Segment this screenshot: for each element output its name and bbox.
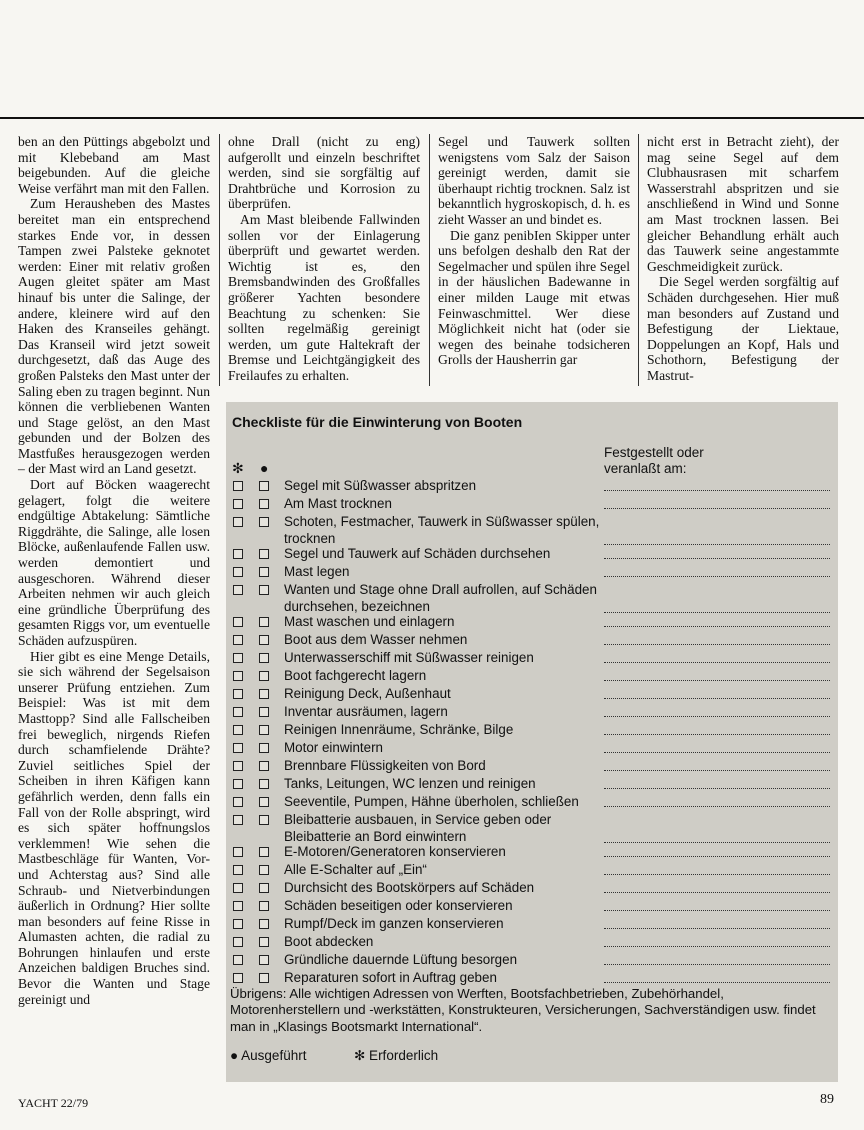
done-checkbox[interactable]	[259, 955, 269, 965]
required-checkbox[interactable]	[233, 901, 243, 911]
done-checkbox[interactable]	[259, 549, 269, 559]
date-entry-line[interactable]	[604, 490, 830, 491]
date-entry-line[interactable]	[604, 946, 830, 947]
done-checkbox[interactable]	[259, 635, 269, 645]
checklist-note: Übrigens: Alle wichtigen Adressen von Werften, Bootsfachbetrieben, Zubehörhandel, Motorenherstellern und -werkstätten, Konstrukteuren, Versicherungen, Sachverständigen usw. findet man in „Klasings Bootsmarkt International“.	[230, 986, 816, 1034]
checklist-item-label: Segel und Tauwerk auf Schäden durchsehen	[284, 546, 551, 561]
checklist-item-label: Rumpf/Deck im ganzen konservieren	[284, 916, 504, 931]
required-checkbox[interactable]	[233, 743, 243, 753]
date-entry-line[interactable]	[604, 544, 830, 545]
header-rule	[0, 117, 864, 119]
required-checkbox[interactable]	[233, 725, 243, 735]
done-checkbox[interactable]	[259, 707, 269, 717]
article-column-3	[438, 134, 630, 368]
required-checkbox[interactable]	[233, 779, 243, 789]
required-checkbox[interactable]	[233, 617, 243, 627]
checklist-item-label: Bleibatterie ausbauen, in Service geben oder Bleibatterie an Bord einwintern	[284, 812, 552, 844]
article-paragraph: Die ganz penibIen Skipper unter uns befolgen deshalb den Rat der Segelmacher und spülen ihre Segel in der häuslichen Badewanne in einer milden Lauge mit etwas Feinwaschmittel. Wer diese Möglichkeit nicht hat (oder sie wegen des beinahe todsicheren Grolls der Hausherrin gar	[438, 227, 630, 368]
checklist-box	[226, 402, 838, 1082]
done-checkbox[interactable]	[259, 517, 269, 527]
required-checkbox[interactable]	[233, 549, 243, 559]
date-column-header: Festgestellt oder veranlaßt am:	[604, 445, 704, 476]
required-checkbox[interactable]	[233, 919, 243, 929]
done-checkbox[interactable]	[259, 743, 269, 753]
legend-done: ● Ausgeführt	[230, 1048, 307, 1063]
checklist-item-label: Wanten und Stage ohne Drall aufrollen, auf Schäden durchsehen, bezeichnen	[284, 582, 597, 614]
checklist-item-label: Seeventile, Pumpen, Hähne überholen, schließen	[284, 794, 579, 809]
article-paragraph: Hier gibt es eine Menge Details, sie sich während der Segelsaison unserer Prüfung entziehen. Zum Beispiel: Was ist mit dem Masttopp? Sind alle Fallscheiben frei beweglich, nirgends Riefen durch schamfielende Drähte? Zuviel seitliches Spiel der Scheiben in ihren Käfigen kann gefährlich werden, denn falls ein Fall von der Rolle abspringt, wird es sich später hoffnungslos verklemmen! Wie sehen die Mastbeschläge für Wanten, Vor- und Achterstag aus? Sind alle Schraub- und Nietverbindungen äußerlich in Ordnung? Hier sollte man besonders auf feine Risse in Alumasten achten, die radial zu Bohrungen hinlaufen und erste Anzeichen baldigen Bruches sind. Bevor die Wanten und Stage gereinigt und	[18, 648, 210, 1007]
column-divider	[429, 134, 430, 386]
required-checkbox[interactable]	[233, 937, 243, 947]
required-checkbox[interactable]	[233, 517, 243, 527]
required-checkbox[interactable]	[233, 707, 243, 717]
article-paragraph: Segel und Tauwerk sollten wenigstens vom Salz der Saison gereinigt werden, damit sie überhaupt richtig trocknen. Salz ist bekanntlich hygroskopisch, d. h. es zieht Wasser an und bindet es.	[438, 134, 630, 227]
checklist-item-label: Reparaturen sofort in Auftrag geben	[284, 970, 497, 985]
article-paragraph: Die Segel werden sorgfältig auf Schäden durchgesehen. Hier muß man besonders auf Zustand und Befestigung der Liektaue, Doppelungen an Kopf, Hals und Schothorn, Befestigung der Mastrut-	[647, 274, 839, 383]
required-checkbox[interactable]	[233, 761, 243, 771]
date-entry-line[interactable]	[604, 576, 830, 577]
required-checkbox[interactable]	[233, 815, 243, 825]
date-entry-line[interactable]	[604, 928, 830, 929]
date-entry-line[interactable]	[604, 626, 830, 627]
done-checkbox[interactable]	[259, 847, 269, 857]
done-checkbox[interactable]	[259, 617, 269, 627]
checklist-item-label: Schäden beseitigen oder konservieren	[284, 898, 513, 913]
article-paragraph: Zum Herausheben des Mastes bereitet man ein entsprechend starkes Ende vor, in dessen Tampen zwei Palsteke geknotet werden: Einer mit relativ großen Augen gleitet später am Mast hinauf bis unter die Salinge, der andere, kleinere wird auf den Haken des Kranseiles gehängt. Das Kranseil wird jetzt soweit durchgesetzt, daß das Auge des großen Palsteks den Mast unter der Saling eben zu tragen beginnt. Nun können die verbliebenen Wanten und Stage gelöst, an den Mast gebunden und der Bolzen des Mastfußes herausgezogen werden – der Mast wird an Land gesetzt.	[18, 196, 210, 477]
done-checkbox[interactable]	[259, 901, 269, 911]
date-entry-line[interactable]	[604, 842, 830, 843]
page-number: 89	[820, 1092, 834, 1107]
article-paragraph: Am Mast bleibende Fallwinden sollen vor der Einlagerung überprüft und gewartet werden. Wichtig ist es, den Bremsbandwinden des Großfalles größerer Yachten besondere Beachtung zu schenken: Sie sollten regelmäßig gereinigt werden, um gute Haltekraft der Bremse und Leichtgängigkeit des Freilaufes zu erhalten.	[228, 211, 420, 383]
checklist-item-label: Gründliche dauernde Lüftung besorgen	[284, 952, 518, 967]
legend-required: ✻ Erforderlich	[354, 1048, 439, 1063]
date-entry-line[interactable]	[604, 770, 830, 771]
required-checkbox[interactable]	[233, 567, 243, 577]
checklist-item-label: Alle E-Schalter auf „Ein“	[284, 862, 427, 877]
required-checkbox[interactable]	[233, 865, 243, 875]
checklist-item-label: Motor einwintern	[284, 740, 383, 755]
done-checkbox[interactable]	[259, 937, 269, 947]
checklist-item-label: Brennbare Flüssigkeiten von Bord	[284, 758, 486, 773]
done-checkbox[interactable]	[259, 761, 269, 771]
checklist-item-label: Boot aus dem Wasser nehmen	[284, 632, 468, 647]
article-column-1	[18, 134, 210, 1007]
date-entry-line[interactable]	[604, 698, 830, 699]
date-entry-line[interactable]	[604, 716, 830, 717]
checklist-item-label: Segel mit Süßwasser abspritzen	[284, 478, 477, 493]
checklist-item-label: Boot abdecken	[284, 934, 374, 949]
checklist-item-label: Reinigung Deck, Außenhaut	[284, 686, 451, 701]
done-checkbox[interactable]	[259, 585, 269, 595]
required-checkbox[interactable]	[233, 847, 243, 857]
done-checkbox[interactable]	[259, 653, 269, 663]
date-entry-line[interactable]	[604, 964, 830, 965]
required-checkbox[interactable]	[233, 883, 243, 893]
done-checkbox[interactable]	[259, 671, 269, 681]
article-column-2	[228, 134, 420, 384]
checklist-item-label: Boot fachgerecht lagern	[284, 668, 427, 683]
checklist-item-label: Inventar ausräumen, lagern	[284, 704, 448, 719]
date-entry-line[interactable]	[604, 892, 830, 893]
column-divider	[219, 134, 220, 386]
done-symbol-icon: ●	[260, 460, 269, 476]
article-paragraph: nicht erst in Betracht zieht), der mag seine Segel auf dem Clubhausrasen mit scharfem Wasserstrahl abspritzen und sie anschließend in Wind und Sonne am Mast trocknen lassen. Bei gleicher Behandlung erhält auch das Tauwerk seine angestammte Geschmeidigkeit zurück.	[647, 134, 839, 274]
done-checkbox[interactable]	[259, 779, 269, 789]
date-entry-line[interactable]	[604, 982, 830, 983]
required-symbol-icon: ✻	[232, 460, 244, 476]
done-checkbox[interactable]	[259, 865, 269, 875]
article-column-4	[647, 134, 839, 384]
date-entry-line[interactable]	[604, 558, 830, 559]
article-paragraph: Dort auf Böcken waagerecht gelagert, folgt die weitere endgültige Abtakelung: Sämtliche Riggdrähte, die Salinge, alle losen Blöcke, außenlaufende Fallen usw. werden demontiert und ausgeschoren. Während dieser Arbeiten nehmen wir auch gleich eine gründliche Überprüfung des gesamten Riggs vor, um eventuelle Schäden aufzuspüren.	[18, 477, 210, 648]
done-checkbox[interactable]	[259, 481, 269, 491]
checklist-item-label: Unterwasserschiff mit Süßwasser reinigen	[284, 650, 534, 665]
date-entry-line[interactable]	[604, 734, 830, 735]
done-checkbox[interactable]	[259, 725, 269, 735]
date-entry-line[interactable]	[604, 856, 830, 857]
required-checkbox[interactable]	[233, 481, 243, 491]
checklist-item-label: Mast legen	[284, 564, 350, 579]
required-checkbox[interactable]	[233, 499, 243, 509]
required-checkbox[interactable]	[233, 973, 243, 983]
checklist-item-label: E-Motoren/Generatoren konservieren	[284, 844, 506, 859]
date-entry-line[interactable]	[604, 680, 830, 681]
required-checkbox[interactable]	[233, 635, 243, 645]
required-checkbox[interactable]	[233, 653, 243, 663]
date-entry-line[interactable]	[604, 910, 830, 911]
column-divider	[638, 134, 639, 386]
date-entry-line[interactable]	[604, 662, 830, 663]
required-checkbox[interactable]	[233, 955, 243, 965]
done-checkbox[interactable]	[259, 815, 269, 825]
date-entry-line[interactable]	[604, 788, 830, 789]
done-checkbox[interactable]	[259, 567, 269, 577]
checklist-title: Checkliste für die Einwinterung von Booten	[232, 414, 523, 430]
date-entry-line[interactable]	[604, 508, 830, 509]
date-entry-line[interactable]	[604, 806, 830, 807]
required-checkbox[interactable]	[233, 671, 243, 681]
done-checkbox[interactable]	[259, 973, 269, 983]
article-paragraph: ohne Drall (nicht zu eng) aufgerollt und einzeln beschriftet werden, sind sie sorgfältig auf Drahtbrüche und Korrosion zu überprüfen.	[228, 134, 420, 212]
checklist-item-label: Am Mast trocknen	[284, 496, 392, 511]
checklist-item-label: Tanks, Leitungen, WC lenzen und reinigen	[284, 776, 536, 791]
done-checkbox[interactable]	[259, 797, 269, 807]
required-checkbox[interactable]	[233, 585, 243, 595]
required-checkbox[interactable]	[233, 689, 243, 699]
checklist-item-label: Mast waschen und einlagern	[284, 614, 455, 629]
checklist-item-label: Schoten, Festmacher, Tauwerk in Süßwasser spülen, trocknen	[284, 514, 600, 546]
done-checkbox[interactable]	[259, 689, 269, 699]
article-paragraph: ben an den Püttings abgebolzt und mit Klebeband am Mast beigebunden. Auf die gleiche Weise verfährt man mit den Fallen.	[18, 134, 210, 196]
done-checkbox[interactable]	[259, 499, 269, 509]
checklist-item-label: Reinigen Innenräume, Schränke, Bilge	[284, 722, 514, 737]
checklist-item-label: Durchsicht des Bootskörpers auf Schäden	[284, 880, 535, 895]
date-entry-line[interactable]	[604, 752, 830, 753]
required-checkbox[interactable]	[233, 797, 243, 807]
date-entry-line[interactable]	[604, 612, 830, 613]
done-checkbox[interactable]	[259, 919, 269, 929]
date-entry-line[interactable]	[604, 644, 830, 645]
done-checkbox[interactable]	[259, 883, 269, 893]
magazine-issue: YACHT 22/79	[18, 1096, 89, 1110]
date-entry-line[interactable]	[604, 874, 830, 875]
